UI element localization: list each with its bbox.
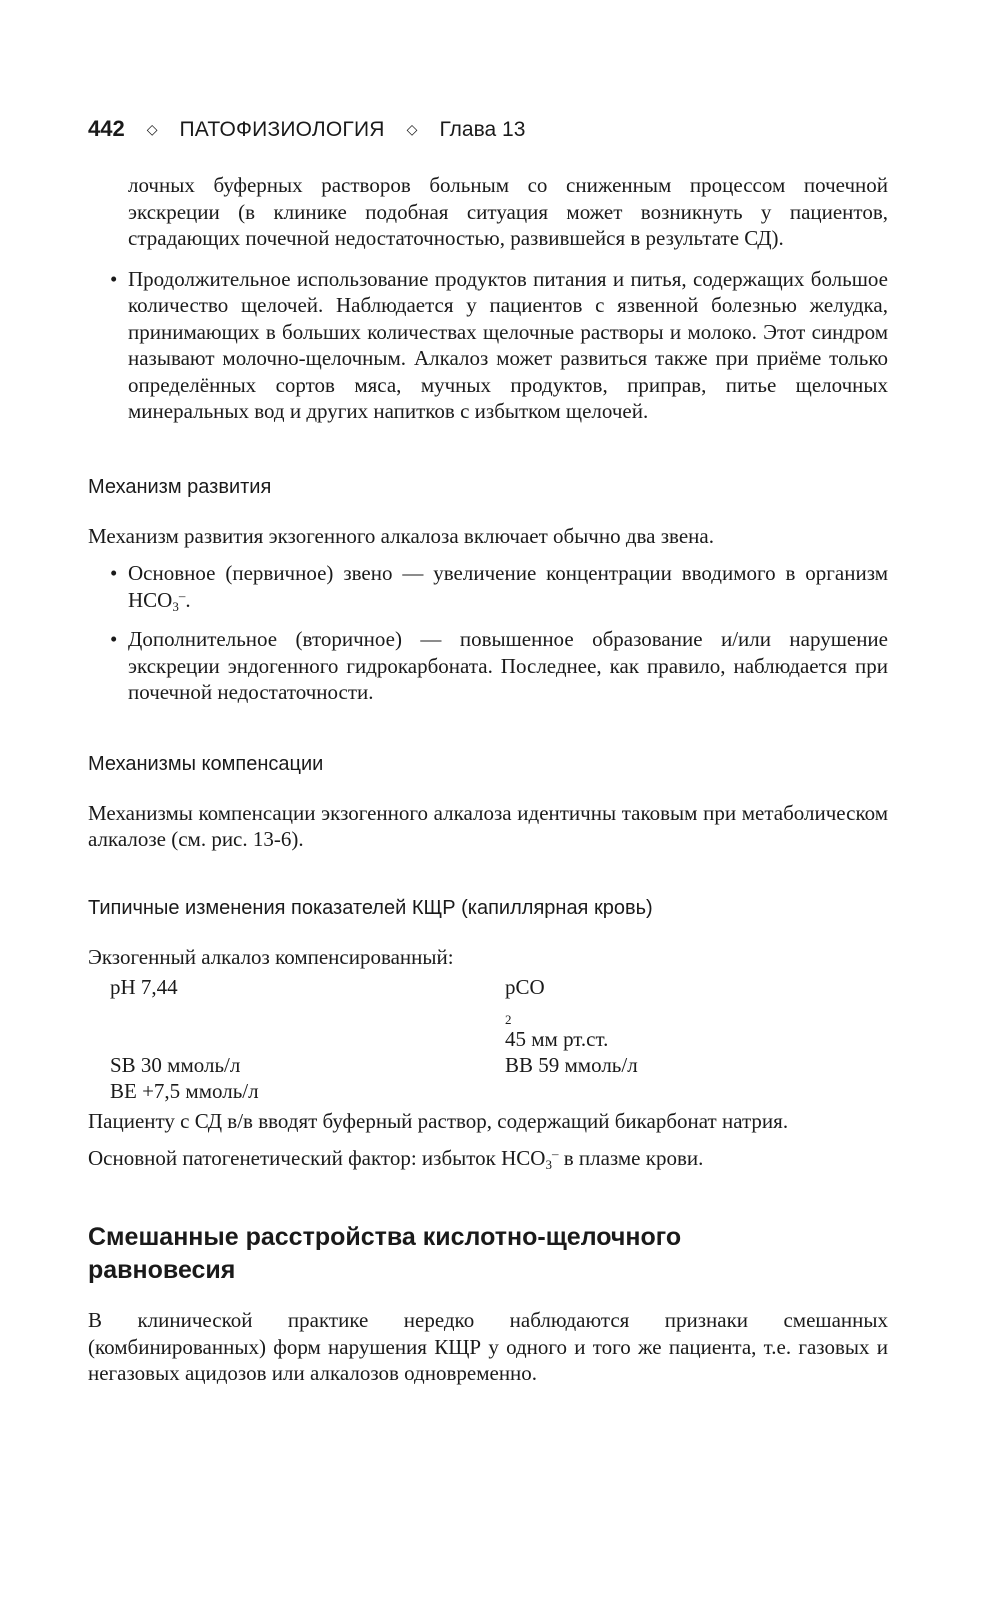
heading-typical-changes: Типичные изменения показателей КЩР (капиллярная кровь) — [88, 896, 653, 919]
heading-mixed-disorders: Смешанные расстройства кислотно-щелочного равновесия — [88, 1223, 682, 1284]
pathogenetic-factor — [88, 1145, 888, 1172]
heading-compensation: Механизмы компенсации — [88, 752, 324, 775]
bullet-text: Основное (первичное) звено — увеличение концентрации вводимого в организм НСО — [128, 561, 888, 612]
subscript: 2 — [505, 1012, 512, 1027]
book-title: ПАТОФИЗИОЛОГИЯ — [179, 118, 385, 141]
patient-note: Пациенту с СД в/в вводят буферный раствор, содержащий бикарбонат натрия. — [88, 1109, 789, 1133]
diamond-outline-icon: ◇ — [406, 121, 418, 137]
heading-mechanism: Механизм развития — [88, 475, 272, 498]
bullet-text: Дополнительное (вторичное) — повышенное образование и/или нарушение экскреции эндогенного гидрокарбоната. Последнее, как правило, наблюдается при почечной недостаточности. — [128, 627, 888, 704]
bullet-icon: • — [110, 627, 118, 651]
page-body — [88, 172, 888, 1387]
bullet-alkali-intake — [88, 266, 888, 425]
bullet-icon: • — [110, 266, 118, 291]
bullet-end: . — [185, 587, 191, 612]
value-sb: SB 30 ммоль/л — [110, 1053, 241, 1077]
pco2-value: 45 мм рт.ст. — [505, 1027, 609, 1051]
factor-text: Основной патогенетический фактор: избыток НСО — [88, 1145, 546, 1170]
bullet-primary-link — [88, 560, 888, 613]
subscript: 3 — [172, 598, 179, 614]
superscript: – — [178, 587, 186, 603]
pco2-label: pCO — [505, 975, 545, 999]
bullet-secondary-link — [88, 626, 888, 706]
continuation-paragraph: лочных буферных растворов больным со сниженным процессом почечной экскреции (в клинике подобная ситуация может возникнуть у пациентов, страдающих почечной недостаточностью, развившейся в результате СД). — [128, 173, 888, 250]
mechanism-intro: Механизм развития экзогенного алкалоза включает обычно два звена. — [88, 523, 714, 548]
factor-end: в плазме крови. — [558, 1145, 704, 1170]
acid-base-values — [88, 974, 888, 1104]
value-bb: BB 59 ммоль/л — [505, 1053, 638, 1077]
page-number: 442 — [88, 116, 125, 141]
value-pco2 — [505, 974, 805, 1052]
mixed-paragraph: В клинической практике нередко наблюдаются признаки смешанных (комбинированных) форм нарушения КЩР у одного и того же пациента, т.е. газовых и негазовых ацидозов или алкалозов одновременно. — [88, 1308, 888, 1385]
bullet-text: Продолжительное использование продуктов питания и питья, содержащих большое количество щелочей. Наблюдается у пациентов с язвенной болезнью желудка, принимающих в больших количествах щелочные растворы и молоко. Этот синдром называют молочно-щелочным. Алкалоз может развиться также при приёме только определённых сортов мяса, мучных продуктов, приправ, питье щелочных минеральных вод и других напитков с избытком щелочей. — [128, 266, 888, 423]
bullet-icon: • — [110, 561, 118, 585]
chapter-label: Глава 13 — [439, 118, 526, 141]
case-title: Экзогенный алкалоз компенсированный: — [88, 944, 454, 969]
value-ph: pH 7,44 — [110, 975, 178, 999]
running-head — [88, 116, 525, 142]
compensation-paragraph: Механизмы компенсации экзогенного алкалоза идентичны таковым при метаболическом алкалозе (см. рис. 13-6). — [88, 800, 888, 851]
superscript: – — [551, 1145, 559, 1161]
diamond-outline-icon: ◇ — [146, 121, 158, 137]
value-be: BE +7,5 ммоль/л — [110, 1079, 259, 1103]
subscript: 3 — [545, 1156, 552, 1172]
